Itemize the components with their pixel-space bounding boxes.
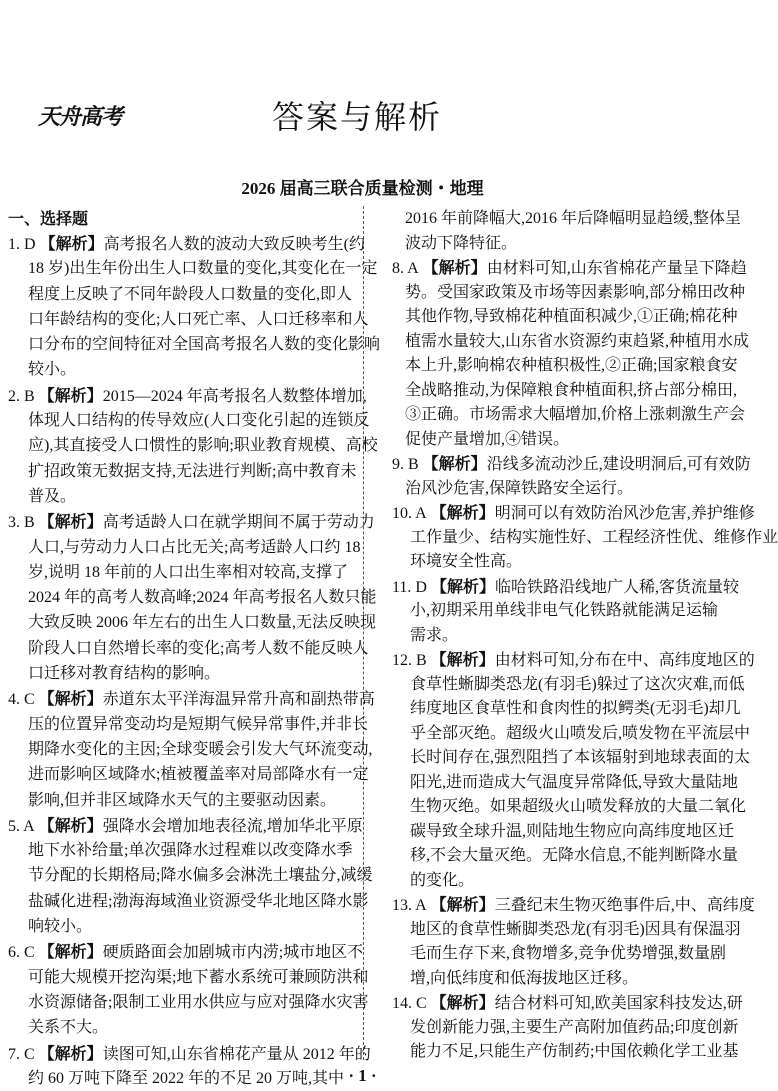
answer-text: 赤道东太平洋海温异常升高和副热带高: [102, 691, 375, 709]
answer-item-line: 其他作物,导致棉花种植面积减少,①正确;棉花种: [405, 308, 738, 325]
analysis-tag: 【解析】: [430, 895, 495, 914]
answer-item-line: 大致反映 2006 年左右的出生人口数量,无法反映现: [28, 614, 377, 632]
answer-item-first-line: [392, 452, 751, 477]
answer-label: 9. B: [392, 456, 419, 473]
answer-item-line: 的变化。: [410, 871, 475, 889]
answer-text: 2015—2024 年高考报名人数整体增加,: [102, 387, 367, 405]
answer-item-first-line: [392, 256, 747, 281]
answer-item-first-line: [8, 231, 365, 256]
exam-subtitle: 2026 届高三联合质量检测・地理: [241, 179, 484, 198]
answer-item-line: 乎全部灭绝。超级火山喷发后,喷发物在平流层中: [410, 724, 751, 742]
analysis-tag: 【解析】: [38, 512, 103, 532]
answer-item-line: 口迁移对教育结构的影响。: [28, 665, 221, 683]
answer-item-line: ③正确。市场需求大幅增加,价格上涨刺激生产会: [405, 406, 746, 423]
analysis-tag: 【解析】: [430, 503, 495, 522]
answer-item-first-line: [392, 893, 755, 918]
answer-label: 12. B: [392, 652, 427, 669]
answer-item-line: 节分配的长期格局;降水偏多会淋洗土壤盐分,减缓: [28, 867, 373, 885]
answer-item-line: 治风沙危害,保障铁路安全运行。: [405, 479, 634, 497]
answer-text: 临哈铁路沿线地广人稀,客货流量较: [494, 578, 739, 596]
answer-label: 7. C: [8, 1045, 35, 1063]
answer-item-line: 碳导致全球升温,则陆地生物应向高纬度地区迁: [410, 822, 735, 840]
answer-item-line: 地下水补给量;单次强降水过程难以改变降水季: [28, 842, 353, 860]
answer-text: 结合材料可知,欧美国家科技发达,研: [494, 995, 743, 1012]
analysis-tag: 【解析】: [430, 650, 495, 669]
analysis-tag: 【解析】: [430, 576, 495, 596]
answer-item-line: 阳光,进而造成大气温度异常降低,导致大量陆地: [410, 773, 739, 791]
answer-text: 明洞可以有效防治风沙危害,养护维修: [494, 505, 755, 522]
publisher-logo: 天舟高考: [38, 105, 123, 130]
analysis-tag: 【解析】: [39, 234, 104, 253]
answer-item-line: 波动下降特征。: [405, 234, 518, 252]
answer-item-line: 约 60 万吨下降至 2022 年的不足 20 万吨,其中: [28, 1069, 345, 1087]
answer-item-first-line: [392, 648, 755, 673]
answer-item-line: 植需水量较大,山东省水资源约束趋紧,种植用水成: [405, 332, 750, 350]
answer-item-line: 2016 年前降幅大,2016 年后降幅明显趋缓,整体呈: [405, 210, 742, 227]
answer-item-line: 生物灭绝。如果超级火山喷发释放的大量二氧化: [410, 798, 747, 815]
answer-item-line: 势。受国家政策及市场等因素影响,部分棉田改种: [405, 283, 746, 301]
answer-item-line: 地区的食草性蜥脚类恐龙(有羽毛)因具有保温羽: [410, 920, 741, 938]
answer-item-line: 程度上反映了不同年龄段人口数量的变化,即人: [28, 285, 353, 303]
answer-text: 高考适龄人口在就学期间不属于劳动力: [102, 514, 375, 532]
answer-label: 1. D: [8, 236, 36, 253]
answer-item-line: 需求。: [410, 626, 459, 644]
answer-item-line: 长时间存在,强烈阻挡了本该辐射到地球表面的太: [410, 749, 751, 766]
left-column: [8, 207, 381, 1091]
answer-item-line: 促使产量增加,④错误。: [405, 430, 570, 448]
answer-label: 11. D: [392, 578, 427, 596]
answer-item-first-line: [392, 575, 739, 600]
answer-item-line: 水资源储备;限制工业用水供应与应对强降水灾害: [28, 993, 369, 1011]
answer-item-line: 环境安全性高。: [410, 553, 523, 570]
answer-item-line: 进而影响区域降水;植被覆盖率对局部降水有一定: [28, 766, 369, 784]
answer-item-line: 2024 年的高考人数高峰;2024 年高考报名人数只能: [28, 589, 377, 607]
answer-item-line: 食草性蜥脚类恐龙(有羽毛)躲过了这次灾难,而低: [410, 675, 745, 693]
answer-text: 硬质路面会加剧城市内涝;城市地区不: [102, 944, 364, 962]
answer-item-line: 18 岁)出生年份出生人口数量的变化,其变化在一定: [28, 260, 378, 278]
answer-text: 读图可知,山东省棉花产量从 2012 年的: [102, 1045, 371, 1063]
answer-item-line: 可能大规模开挖沟渠;地下蓄水系统可兼顾防洪和: [28, 968, 369, 986]
answer-text: 高考报名人数的波动大致反映考生(约: [103, 236, 365, 253]
answer-text: 由材料可知,山东省棉花产量呈下降趋: [486, 260, 747, 277]
right-column: [392, 207, 778, 1065]
answer-item-line: 岁,说明 18 年前的人口出生率相对较高,支撑了: [28, 563, 349, 581]
analysis-tag: 【解析】: [38, 689, 103, 709]
answer-item-first-line: [8, 939, 364, 964]
answer-item-first-line: [8, 813, 363, 838]
answer-label: 10. A: [392, 505, 427, 522]
answer-item-line: 口分布的空间特征对全国高考报名人数的变化影响: [28, 336, 381, 354]
answer-label: 5. A: [8, 817, 35, 835]
analysis-tag: 【解析】: [38, 942, 103, 962]
answer-item-first-line: [8, 509, 375, 534]
answer-item-line: 响较小。: [28, 918, 93, 936]
answer-item-line: 纬度地区食草性和食肉性的拟鳄类(无羽毛)却几: [410, 700, 741, 717]
answer-item-first-line: [392, 501, 755, 526]
answer-item-line: 盐碱化进程;渤海海域渔业资源受华北地区降水影: [28, 892, 369, 910]
answer-label: 4. C: [8, 691, 35, 709]
answer-label: 6. C: [8, 944, 35, 962]
analysis-tag: 【解析】: [38, 1043, 103, 1063]
answer-item-line: 扩招政策无数据支持,无法进行判断;高中教育未: [28, 462, 357, 480]
answer-item-first-line: [8, 383, 367, 408]
answer-label: 13. A: [392, 897, 427, 914]
answer-item-line: 人口,与劳动力人口占比无关;高考适龄人口约 18: [28, 538, 361, 556]
answer-item-first-line: [8, 686, 375, 711]
answer-item-line: 全战略推动,为保障粮食种植面积,挤占部分棉田,: [405, 381, 738, 399]
answer-label: 14. C: [392, 995, 427, 1012]
page-title: 答案与解析: [272, 98, 443, 136]
answer-item-line: 压的位置异常变动均是短期气候异常事件,并非长: [28, 715, 369, 733]
answer-item-line: 阶段人口自然增长率的变化;高考人数不能反映人: [28, 639, 369, 657]
answer-item-line: 发创新能力强,主要生产高附加值药品;印度创新: [410, 1018, 739, 1036]
answer-text: 由材料可知,分布在中、高纬度地区的: [494, 652, 755, 669]
analysis-tag: 【解析】: [430, 993, 495, 1012]
answer-item-line: 体现人口结构的传导效应(人口变化引起的连锁反: [28, 412, 370, 430]
answer-label: 3. B: [8, 514, 35, 532]
answer-item-line: 能力不足,只能生产仿制药;中国依赖化学工业基: [410, 1043, 739, 1060]
answer-item-line: 较小。: [28, 361, 77, 379]
answer-item-line: 增,向低纬度和低海拔地区迁移。: [410, 969, 639, 987]
answer-text: 沿线多流动沙丘,建设明洞后,可有效防: [486, 456, 751, 473]
answer-label: 8. A: [392, 260, 419, 277]
answer-item-line: 小,初期采用单线非电气化铁路就能满足运输: [410, 602, 719, 619]
answer-item-line: 口年龄结构的变化;人口死亡率、人口迁移率和人: [28, 310, 369, 328]
answer-label: 2. B: [8, 387, 35, 405]
answer-item-line: 影响,但并非区域降水天气的主要驱动因素。: [28, 791, 337, 809]
page-number: · 1 ·: [348, 1066, 377, 1085]
analysis-tag: 【解析】: [422, 258, 487, 277]
answer-item-line: 移,不会大量灭绝。无降水信息,不能判断降水量: [410, 847, 739, 864]
answer-item-line: 期降水变化的主因;全球变暖会引发大气环流变动,: [28, 740, 373, 758]
answer-item-first-line: [8, 1041, 371, 1066]
answer-text: 强降水会增加地表径流,增加华北平原: [102, 817, 363, 835]
section-heading: 一、选择题: [8, 209, 89, 228]
analysis-tag: 【解析】: [38, 815, 103, 835]
answer-item-line: 应),其直接受人口惯性的影响;职业教育规模、高校: [28, 437, 378, 455]
analysis-tag: 【解析】: [422, 454, 487, 473]
answer-item-line: 关系不大。: [28, 1019, 109, 1037]
answer-item-line: 毛而生存下来,食物增多,竞争优势增强,数量剧: [410, 945, 727, 962]
answer-text: 三叠纪末生物灭绝事件后,中、高纬度: [494, 897, 755, 914]
answer-item-line: 普及。: [28, 487, 77, 505]
answer-item-line: 本上升,影响棉农种植积极性,②正确;国家粮食安: [405, 357, 738, 374]
answer-item-line: 工作量少、结构实施性好、工程经济性优、维修作业: [410, 528, 778, 546]
analysis-tag: 【解析】: [38, 385, 103, 405]
answer-item-first-line: [392, 991, 743, 1016]
